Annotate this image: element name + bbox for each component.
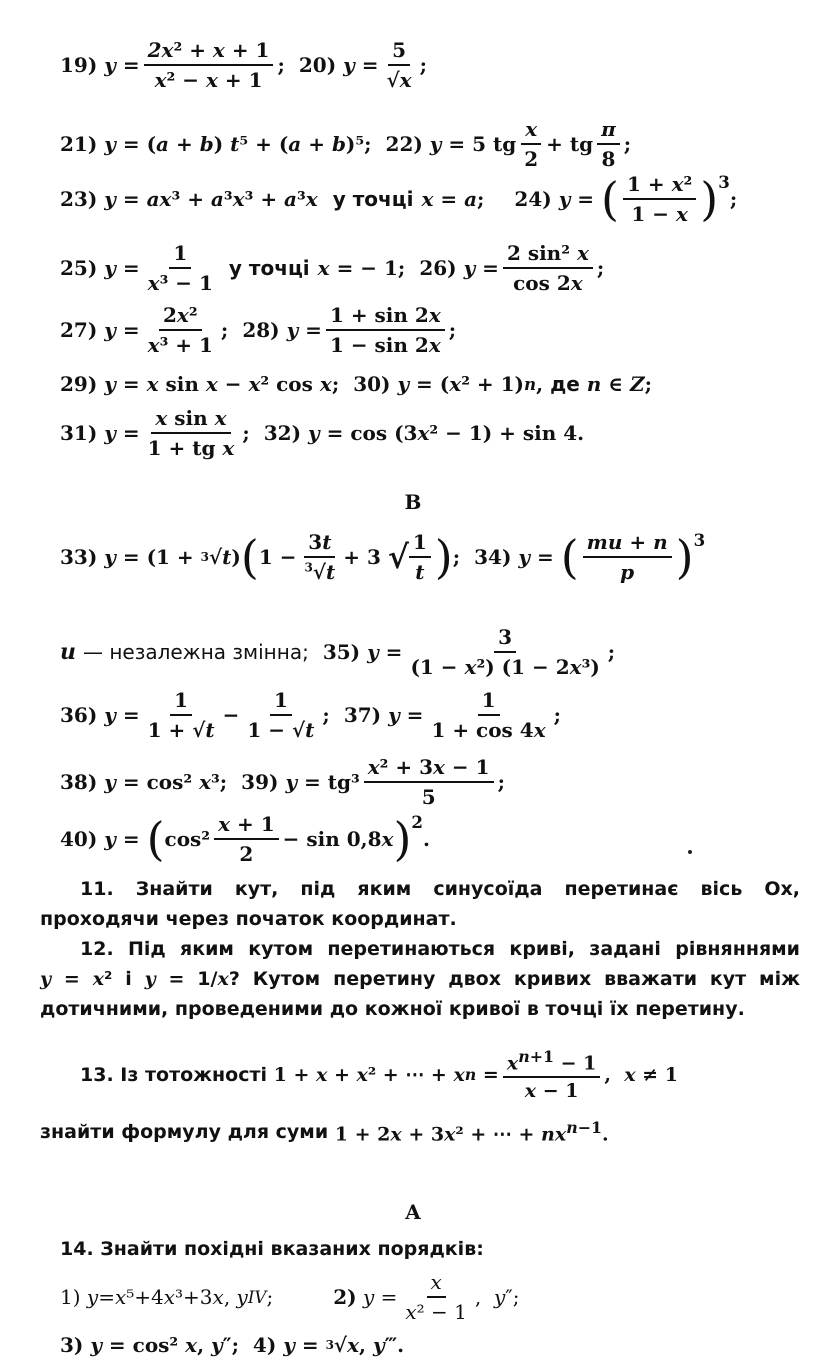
exercise-number: 26) [419,256,457,280]
fraction: $\frac{\text{x² + 3x − 1}}{5}$ [364,755,494,809]
fraction: $\frac{1}{t}$ [409,530,431,584]
exercise-number: 27) [60,318,98,342]
exercise-line-19-20: 19) y = $\frac{\text{2x² + x + 1}}{\text{x² − x + 1}}$ ; 20) y = $\frac{5}{√x}$ ; [60,38,427,92]
exercise-number: 40) [60,827,98,851]
problem-text: Із тотожності [120,1063,268,1086]
fraction: $\frac{\text{2 sin² x}}{\cos 2x}$ [503,241,593,295]
problem-number: 12. [80,938,114,960]
exercise-number: 31) [60,421,98,445]
where-text: де [550,372,580,396]
exercise-number: 28) [242,318,280,342]
problem-12: 12. Під яким кутом перетинаються криві, задані рівняннями y = x² і y = 1/x? Кутом перетину двох кривих вважати кут між дотичними, проведеними до кожної кривої в точці їх перетину. [40,938,800,1020]
exercise-number: 19) [60,53,98,77]
exercise-line-31-32: 31) y = $\frac{\text{x sin x}}{\text{1 + tg x}}$ ; 32) y = cos (3 x ² − 1) + sin 4. [60,406,585,460]
exercise-number: 36) [60,703,98,727]
independent-variable-text: — незалежна змінна; [82,640,309,664]
problem-text: знайти формулу для суми [40,1120,329,1143]
exercise-number: 20) [298,53,337,77]
exercise-line-29-30: 29) y = x sin x − x ² cos x ; 30) y = ( x ² + 1) n , де n ∈ Z ; [60,372,653,396]
fraction: $\frac{\pi}{8}$ [597,117,620,171]
exercise-line-25-26: 25) y = $\frac{1}{\text{x³ − 1}}$ у точці x = − 1; 26) y = $\frac{\text{2 sin² x}}{\cos 2x}$ ; [60,241,605,295]
exercise-number: 21) [60,132,98,156]
exercise-number: 38) [60,770,98,794]
fraction: $\frac{\text{1 + x²}}{1 - x}$ [623,172,696,226]
fraction: $\frac{\text{2x²}}{\text{x³ + 1}}$ [147,303,213,357]
fraction: $\frac{1 + \sin 2x}{1 - \sin 2x}$ [326,303,445,357]
problem-number: 14. [60,1238,94,1260]
fraction: $\frac{5}{√x}$ [386,38,412,92]
exercise-line-36-37: 36) y = $\frac{1}{1 + √t}$ − $\frac{1}{1 - √t}$ ; 37) y = $\frac{1}{1 + \cos 4x}$ ; [60,688,562,742]
fraction: $\frac{1}{\text{x³ − 1}}$ [147,241,213,295]
exercise-number: 30) [353,372,391,396]
fraction: $\frac{\text{2x² + x + 1}}{\text{x² − x + 1}}$ [144,38,274,92]
exercise-number: 34) [474,545,512,569]
problem-text: Під яким кутом перетинаються криві, задані рівняннями [127,938,800,960]
section-heading-b: В [404,490,422,514]
problem-13-line-1: 13. Із тотожності 1 + x + x ² + ⋯ + x n = $\frac{x^{n+1} - 1}{x - 1}$ , x ≠ 1 [80,1047,678,1103]
exercise-number: 22) [385,132,423,156]
at-point-text: у точці [228,256,310,280]
fraction: $\frac{3}{\text{(1 − x²) (1 − 2x³)}}$ [410,625,600,679]
problem-14-line-1: 1) y = x ⁵+4 x ³+3 x , y IV ; 2) y = $\frac{x}{\text{x² − 1}}$ , y ″; [60,1270,520,1324]
fraction: $\frac{\text{x sin x}}{\text{1 + tg x}}$ [147,406,235,460]
exercise-line-21-22: 21) y = ( a + b ) t ⁵ + ( a + b )⁵; 22) y = 5 tg $\frac{x}{2}$ + tg $\frac{\pi}{8}$ ; [60,117,632,171]
exercise-number: 25) [60,256,98,280]
exercise-number: 29) [60,372,98,396]
fraction: $\frac{x}{2}$ [520,117,542,171]
exercise-number: 24) [514,187,552,211]
at-point-text: у точці [332,187,414,211]
fraction: $\frac{1}{1 + \cos 4x}$ [431,688,546,742]
fraction: $\frac{1}{1 - √t}$ [247,688,315,742]
exercise-line-33-34: 33) y = (1 + 3 √ t ) ( 1 − $\frac{3t}{^3√t}$ + 3 √ $\frac{1}{t}$ ) ; 34) y = ( $\frac{mu + n}{p}$ ) $^3$ [60,530,706,584]
problem-text: Знайти похідні вказаних порядків: [100,1238,484,1260]
exercise-number: 37) [343,703,382,727]
fraction: $\frac{x + 1}{2}$ [214,812,279,866]
problem-number: 11. [80,878,114,900]
problem-14-heading [60,1238,484,1260]
section-heading-a: А [404,1200,422,1224]
problem-14-line-2: 3) y = cos² x , y ″; 4) y = 3 √ x , y ‴. [60,1333,405,1357]
fraction: $\frac{mu + n}{p}$ [583,530,672,584]
fraction: $\frac{3t}{^3√t}$ [304,530,336,584]
problem-text: Знайти кут, під яким синусоїда перетинає вісь Ox, проходячи через початок координат. [40,878,800,930]
exercise-line-23-24: 23) y = ax ³ + a ³ x ³ + a ³ x у точці x = a ; 24) y = ( $\frac{\text{1 + x²}}{1 - x}$ ) $^3$ ; [60,172,738,226]
exercise-number: 32) [263,421,302,445]
problem-11 [40,874,800,934]
problem-number: 13. [80,1063,114,1086]
fraction: $\frac{1}{1 + √t}$ [147,688,215,742]
exercise-number: 33) [60,545,98,569]
exercise-line-27-28: 27) y = $\frac{\text{2x²}}{\text{x³ + 1}}$ ; 28) y = $\frac{1 + \sin 2x}{1 - \sin 2x}$ ; [60,303,457,357]
fraction: $\frac{x}{\text{x² − 1}}$ [405,1270,467,1324]
exercise-line-u-35: u — незалежна змінна; 35) y = $\frac{3}{\text{(1 − x²) (1 − 2x³)}}$ ; [60,625,616,679]
exercise-number: 35) [322,640,361,664]
exercise-number: 39) [241,770,279,794]
fraction: $\frac{x^{n+1} - 1}{x - 1}$ [503,1047,601,1102]
exercise-number: 23) [60,187,98,211]
exercise-line-38-39: 38) y = cos² x ³; 39) y = tg³ $\frac{\text{x² + 3x − 1}}{5}$ ; [60,755,505,809]
problem-text-continued: ? Кутом перетину двох кривих вважати кут між дотичними, проведеними до кожної кривої в точці їх перетину. [40,968,800,1020]
exercise-line-40: 40) y = ( cos² $\frac{x + 1}{2}$ − sin 0,8 x ) $^2$ . [60,812,430,866]
problem-13-line-2: знайти формулу для суми 1 + 2x + 3x² + ⋯ + $nx^{n-1}$. [40,1118,609,1146]
speck-mark [688,850,692,854]
